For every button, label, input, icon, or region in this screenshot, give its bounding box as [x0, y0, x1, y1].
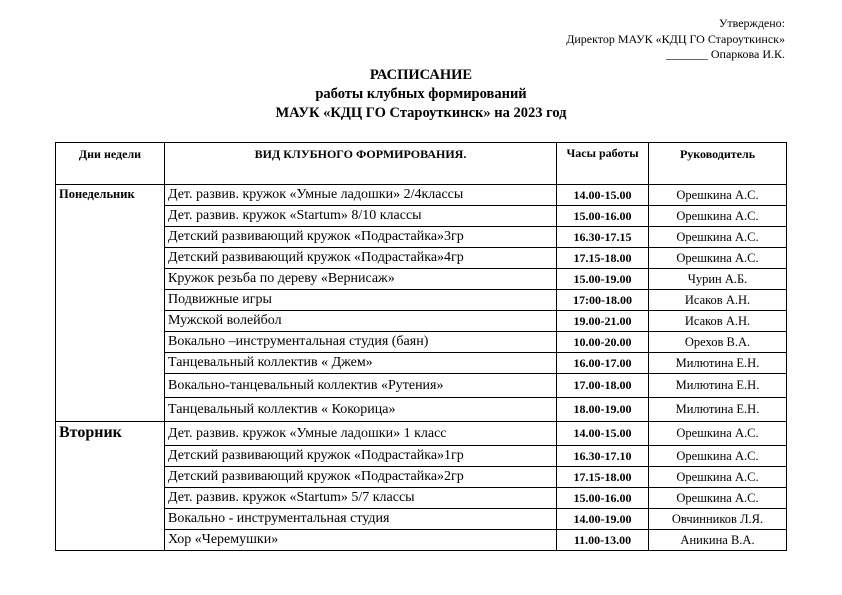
table-header-row — [56, 143, 787, 185]
leader-cell: Орешкина А.С. — [649, 488, 787, 509]
hours-cell: 15.00-19.00 — [557, 269, 649, 290]
header-day: Дни недели — [56, 143, 165, 185]
leader-cell: Милютина Е.Н. — [649, 398, 787, 422]
hours-cell: 14.00-19.00 — [557, 509, 649, 530]
header-activity: ВИД КЛУБНОГО ФОРМИРОВАНИЯ. — [165, 143, 557, 185]
activity-cell: Дет. развив. кружок «Умные ладошки» 2/4классы — [165, 185, 557, 206]
title-line-1: РАСПИСАНИЕ — [369, 67, 473, 83]
header-hours: Часы работы — [557, 143, 649, 185]
activity-cell: Детский развивающий кружок «Подрастайка»1гр — [165, 446, 557, 467]
activity-cell: Дет. развив. кружок «Startum» 8/10 классы — [165, 206, 557, 227]
activity-cell: Детский развивающий кружок «Подрастайка»3гр — [165, 227, 557, 248]
table-row — [56, 353, 787, 374]
table-row — [56, 467, 787, 488]
hours-cell: 17:00-18.00 — [557, 290, 649, 311]
table-row — [56, 227, 787, 248]
activity-cell: Вокально-танцевальный коллектив «Рутения» — [165, 374, 557, 398]
hours-cell: 17.15-18.00 — [557, 467, 649, 488]
hours-cell: 15.00-16.00 — [557, 488, 649, 509]
table-row — [56, 332, 787, 353]
hours-cell: 17.00-18.00 — [557, 374, 649, 398]
leader-cell: Орешкина А.С. — [649, 206, 787, 227]
leader-cell: Орешкина А.С. — [649, 446, 787, 467]
hours-cell: 16.30-17.15 — [557, 227, 649, 248]
leader-cell: Орешкина А.С. — [649, 227, 787, 248]
leader-cell: Милютина Е.Н. — [649, 353, 787, 374]
document-title — [0, 66, 842, 123]
hours-cell: 11.00-13.00 — [557, 530, 649, 551]
activity-cell: Кружок резьба по дереву «Вернисаж» — [165, 269, 557, 290]
hours-cell: 15.00-16.00 — [557, 206, 649, 227]
leader-cell: Орешкина А.С. — [649, 467, 787, 488]
activity-cell: Мужской волейбол — [165, 311, 557, 332]
hours-cell: 10.00-20.00 — [557, 332, 649, 353]
hours-cell: 14.00-15.00 — [557, 422, 649, 446]
table-row — [56, 269, 787, 290]
leader-cell: Овчинников Л.Я. — [649, 509, 787, 530]
leader-cell: Милютина Е.Н. — [649, 374, 787, 398]
activity-cell: Детский развивающий кружок «Подрастайка»4гр — [165, 248, 557, 269]
leader-cell: Чурин А.Б. — [649, 269, 787, 290]
hours-cell: 17.15-18.00 — [557, 248, 649, 269]
activity-cell: Дет. развив. кружок «Startum» 5/7 классы — [165, 488, 557, 509]
activity-cell: Подвижные игры — [165, 290, 557, 311]
table-row — [56, 374, 787, 398]
activity-cell: Вокально - инструментальная студия — [165, 509, 557, 530]
hours-cell: 14.00-15.00 — [557, 185, 649, 206]
day-cell: Вторник — [56, 422, 165, 551]
table-row — [56, 311, 787, 332]
day-cell: Понедельник — [56, 185, 165, 422]
table-body — [56, 185, 787, 551]
approval-block — [566, 16, 785, 63]
activity-cell: Танцевальный коллектив « Джем» — [165, 353, 557, 374]
table-row — [56, 206, 787, 227]
table-row — [56, 446, 787, 467]
hours-cell: 16.00-17.00 — [557, 353, 649, 374]
table-row — [56, 530, 787, 551]
table-row — [56, 488, 787, 509]
table-row — [56, 185, 787, 206]
leader-cell: Аникина В.А. — [649, 530, 787, 551]
leader-cell: Исаков А.Н. — [649, 290, 787, 311]
approval-position: Директор МАУК «КДЦ ГО Староуткинск» — [566, 31, 785, 46]
table-row — [56, 422, 787, 446]
leader-cell: Исаков А.Н. — [649, 311, 787, 332]
table-row — [56, 248, 787, 269]
leader-cell: Орешкина А.С. — [649, 422, 787, 446]
leader-cell: Орехов В.А. — [649, 332, 787, 353]
leader-cell: Орешкина А.С. — [649, 248, 787, 269]
title-line-2: работы клубных формирований — [315, 86, 527, 102]
activity-cell: Танцевальный коллектив « Кокорица» — [165, 398, 557, 422]
leader-cell: Орешкина А.С. — [649, 185, 787, 206]
hours-cell: 19.00-21.00 — [557, 311, 649, 332]
activity-cell: Вокально –инструментальная студия (баян) — [165, 332, 557, 353]
hours-cell: 18.00-19.00 — [557, 398, 649, 422]
activity-cell: Хор «Черемушки» — [165, 530, 557, 551]
approval-label: Утверждено: — [718, 16, 785, 30]
hours-cell: 16.30-17.10 — [557, 446, 649, 467]
activity-cell: Дет. развив. кружок «Умные ладошки» 1 класс — [165, 422, 557, 446]
approval-signature: _______ Опаркова И.К. — [665, 47, 785, 61]
title-line-3: МАУК «КДЦ ГО Староуткинск» на 2023 год — [275, 105, 567, 121]
table-row — [56, 290, 787, 311]
header-leader: Руководитель — [649, 143, 787, 185]
table-row — [56, 509, 787, 530]
activity-cell: Детский развивающий кружок «Подрастайка»2гр — [165, 467, 557, 488]
schedule-table — [55, 142, 787, 551]
table-row — [56, 398, 787, 422]
